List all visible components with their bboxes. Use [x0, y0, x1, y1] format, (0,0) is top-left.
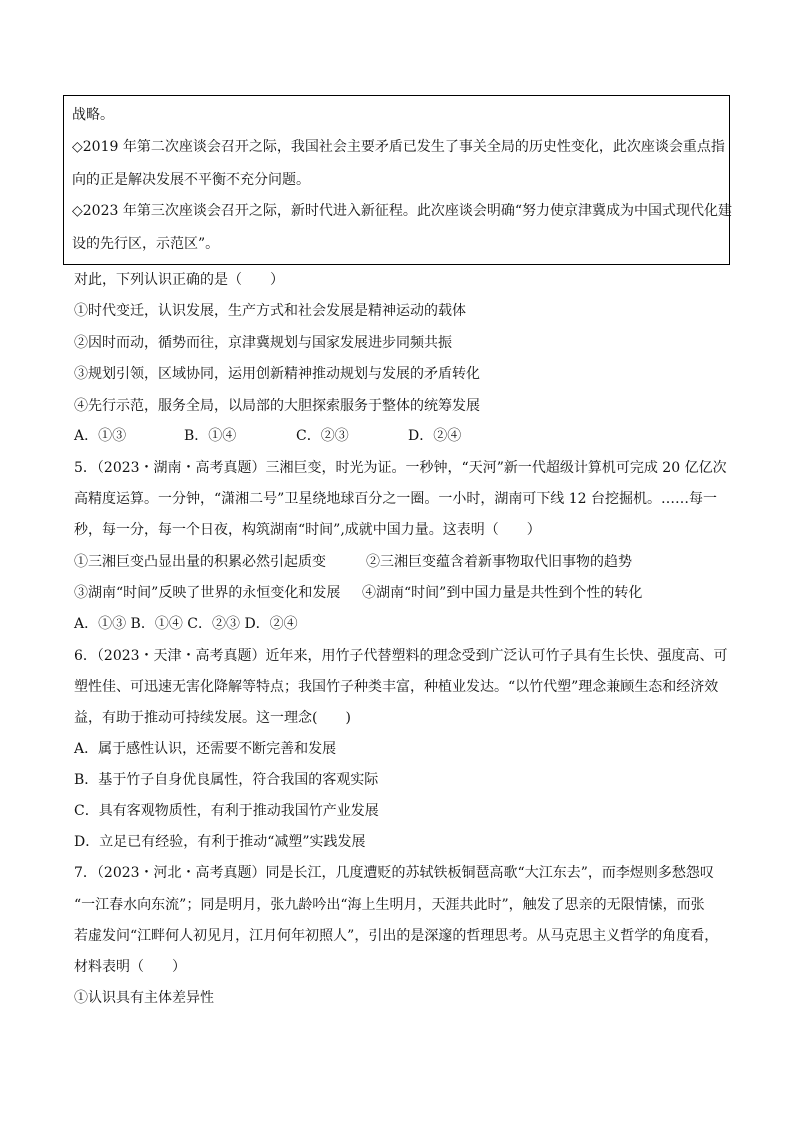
statement: ③规划引领，区域协同，运用创新精神推动规划与发展的矛盾转化: [74, 366, 480, 382]
question-text: 材料表明（ ）: [74, 959, 186, 975]
question-text: 秒，每一分，每一个日夜，构筑湖南“时间”,成就中国力量。这表明（ ）: [74, 522, 541, 538]
box-line: 战略。: [72, 107, 114, 123]
question-text: “一江春水向东流”；同是明月，张九龄吟出“海上生明月，天涯共此时”，触发了思亲的无限情愫，而张: [74, 897, 705, 913]
question-text: 7．（2023・河北・高考真题）同是长江，几度遭贬的苏轼铁板铜琶高歌“大江东去”，而李煜则多愁怨叹: [74, 865, 714, 881]
option-a[interactable]: A．①③: [74, 428, 127, 444]
box-line: ◇2019 年第二次座谈会召开之际，我国社会主要矛盾已发生了事关全局的历史性变化，此次座谈会重点指: [72, 139, 725, 155]
option-a[interactable]: A．属于感性认识，还需要不断完善和发展: [74, 741, 337, 757]
option-b[interactable]: B．基于竹子自身优良属性，符合我国的客观实际: [74, 772, 379, 788]
option-b[interactable]: B．①④: [184, 428, 237, 444]
options-row: [74, 426, 461, 446]
statement: ④先行示范，服务全局，以局部的大胆探索服务于整体的统筹发展: [74, 398, 480, 414]
question-text: 塑性佳、可迅速无害化降解等特点；我国竹子种类丰富，种植业发达。“以竹代塑”理念兼顾生态和经济效: [74, 679, 719, 695]
question-text: 益，有助于推动可持续发展。这一理念( ): [74, 710, 351, 726]
option-d[interactable]: D．②④: [408, 428, 462, 444]
statements-row: [74, 583, 642, 603]
statement: ②因时而动，循势而往，京津冀规划与国家发展进步同频共振: [74, 335, 452, 351]
statement: ②三湘巨变蕴含着新事物取代旧事物的趋势: [366, 554, 632, 570]
box-line: 向的正是解决发展不平衡不充分问题。: [72, 172, 310, 188]
statement: ①三湘巨变凸显出量的积累必然引起质变: [74, 554, 326, 570]
question-text: 若虚发问“江畔何人初见月，江月何年初照人”，引出的是深邃的哲理思考。从马克思主义哲学的角度看，: [74, 928, 719, 944]
option-d[interactable]: D．立足已有经验，有利于推动“减塑”实践发展: [74, 834, 366, 850]
option-c[interactable]: C．具有客观物质性，有利于推动我国竹产业发展: [74, 803, 379, 819]
option-c[interactable]: C．②③: [296, 428, 349, 444]
question-stem: 对此，下列认识正确的是（ ）: [74, 272, 284, 288]
statement: ①时代变迁，认识发展，生产方式和社会发展是精神运动的载体: [74, 303, 466, 319]
question-text: 6．（2023・天津・高考真题）近年来，用竹子代替塑料的理念受到广泛认可竹子具有生长快、强度高、可: [74, 648, 728, 664]
statement: ①认识具有主体差异性: [74, 990, 214, 1006]
statements-row: [74, 552, 632, 572]
question-text: 高精度运算。一分钟，“潇湘二号”卫星绕地球百分之一圈。一小时，湖南可下线 12 台挖掘机。……每一: [74, 491, 718, 507]
options-row[interactable]: A．①③ B．①④ C．②③ D．②④: [74, 616, 298, 632]
statement: ④湖南“时间”到中国力量是共性到个性的转化: [362, 585, 643, 601]
statement: ③湖南“时间”反映了世界的永恒变化和发展: [74, 585, 341, 601]
material-box: [63, 95, 733, 265]
box-line: ◇2023 年第三次座谈会召开之际，新时代进入新征程。此次座谈会明确“努力使京津冀成为中国式现代化建: [72, 203, 733, 219]
box-line: 设的先行区，示范区”。: [72, 236, 220, 252]
question-text: 5．（2023・湖南・高考真题）三湘巨变，时光为证。一秒钟，“天河”新一代超级计算机可完成 20 亿亿次: [74, 460, 727, 476]
